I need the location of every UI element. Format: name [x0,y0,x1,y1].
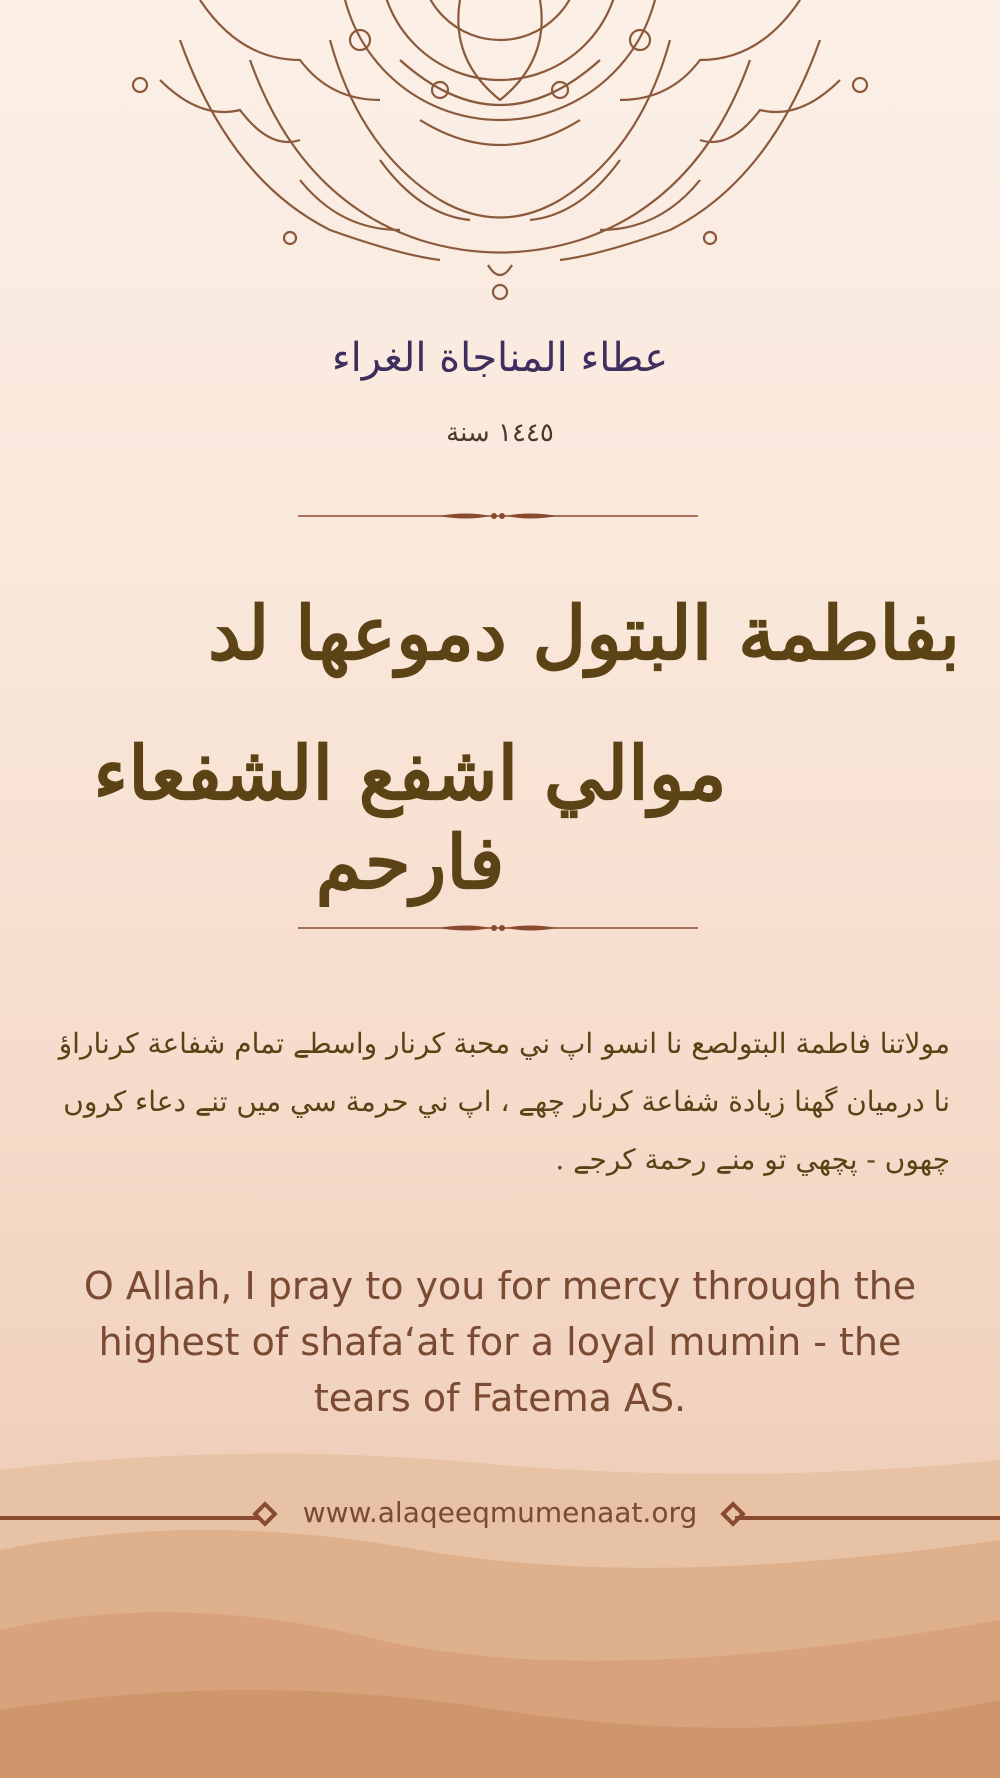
diamond-left-icon [252,1501,277,1526]
middle-divider [298,918,698,938]
mandala-svg [0,0,1000,310]
diamond-right-icon [720,1501,745,1526]
mandala-ornament [0,0,1000,310]
verse-line-1: بفاطمة البتول دموعها لد [208,591,960,677]
lisan-translation: مولاتنا فاطمة البتولصع نا انسو اپ ني محبة كرنار واسطے تمام شفاعة كرناراؤ نا درميان گھنا زيادة شفاعة كرنار چھے ، اپ ني حرمة سي ميں تنے دعاء كروں چھوں - پچھي تو منے رحمة كرجے . [58,1027,950,1176]
top-divider [298,506,698,526]
footer-line-right [735,1516,1000,1520]
publication-year: ١٤٤٥ سنة [446,418,554,448]
verse-line-2: موالي اشفع الشفعاء فارحم [93,731,727,906]
english-translation: O Allah, I pray to you for mercy through the highest of shafa‘at for a loyal mumin - the tears of Fatema AS. [83,1264,917,1420]
website-link[interactable]: www.alaqeeqmumenaat.org [302,1496,698,1529]
footer-line-left [0,1516,260,1520]
footer [0,1494,1000,1544]
publication-title: عطاء المناجاة الغراء [331,335,669,381]
desert-dunes-background [0,1440,1000,1778]
